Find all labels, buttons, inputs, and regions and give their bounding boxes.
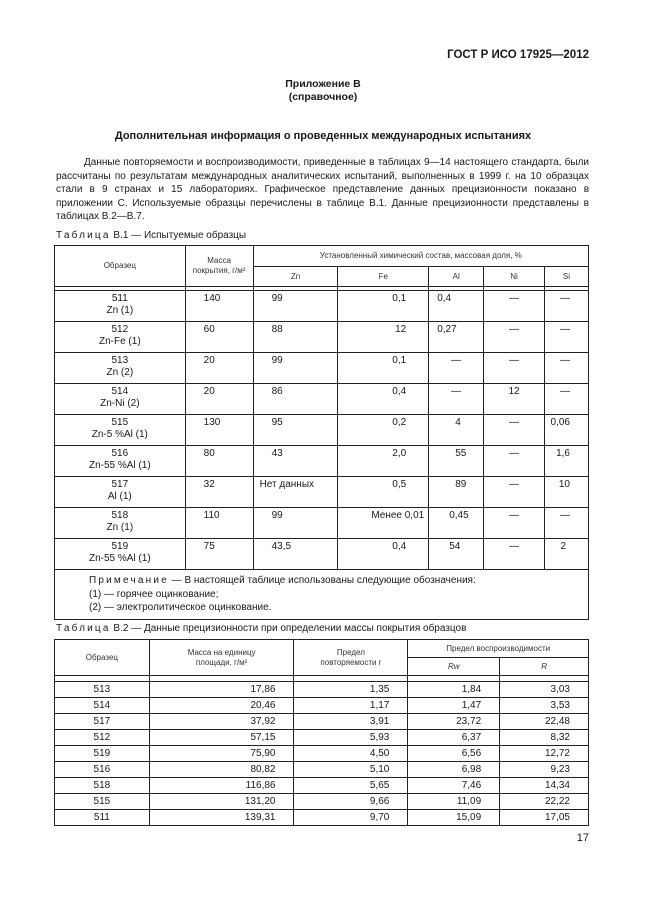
table-row	[55, 446, 589, 477]
mass-per-area: 131,20	[149, 794, 294, 810]
al-value: 0,45	[429, 508, 484, 539]
si-value: 0,06	[544, 415, 588, 446]
t1-header-mass: Масса покрытия, г/м²	[185, 246, 253, 287]
al-value: 55	[429, 446, 484, 477]
sample-name: Zn (2)	[106, 367, 134, 378]
table-row	[55, 384, 589, 415]
table2-caption-text: В.2 — Данные прецизионности при определении массы покрытия образцов	[110, 623, 467, 634]
al-value: 0,27	[429, 322, 484, 353]
al-value: 4	[429, 415, 484, 446]
reproducibility-R: 14,34	[500, 778, 589, 794]
table2-caption	[56, 623, 466, 634]
repeatability-limit: 4,50	[294, 746, 408, 762]
si-value: 1,6	[544, 446, 588, 477]
repeatability-limit: 3,91	[294, 714, 408, 730]
sample-id: 511	[111, 293, 128, 304]
si-value: 2	[544, 539, 588, 570]
table2-caption-label: Таблица	[56, 623, 111, 634]
sample-id: 517	[111, 479, 129, 490]
page-number: 17	[576, 832, 589, 844]
repeatability-limit: 5,93	[294, 730, 408, 746]
coating-mass: 80	[185, 446, 253, 477]
reproducibility-R: 3,03	[500, 682, 589, 698]
ni-value: —	[484, 508, 545, 539]
table-row	[55, 322, 589, 353]
sample-id: 513	[111, 355, 129, 366]
table-row	[55, 291, 589, 322]
reproducibility-R: 22,48	[500, 714, 589, 730]
al-value: —	[429, 384, 484, 415]
repeatability-limit: 9,70	[294, 810, 408, 826]
zn-value: 43	[253, 446, 338, 477]
annex-subtitle: (справочное)	[288, 91, 358, 103]
sample-name: Zn-55 %Al (1)	[88, 460, 151, 471]
fe-value: 0,4	[338, 539, 429, 570]
fe-value: 0,1	[338, 353, 429, 384]
precision-table	[54, 639, 589, 826]
reproducibility-R: 9,23	[500, 762, 589, 778]
reproducibility-rw: 6,37	[408, 730, 500, 746]
reproducibility-rw: 6,98	[408, 762, 500, 778]
reproducibility-rw: 11,09	[408, 794, 500, 810]
sample-id: 519	[111, 541, 129, 552]
mass-per-area: 80,82	[149, 762, 294, 778]
t2-header-rw: Rw	[408, 658, 500, 676]
table-row	[55, 353, 589, 384]
coating-mass: 140	[185, 291, 253, 322]
table-row	[55, 477, 589, 508]
zn-value: 95	[253, 415, 338, 446]
sample-name: Zn (1)	[106, 522, 134, 533]
note-line-hot: (1) — горячее оцинкование;	[89, 588, 219, 600]
zn-value: 99	[253, 353, 338, 384]
sample-name: Zn-Fe (1)	[98, 336, 141, 347]
table-row	[55, 762, 589, 778]
sample: 512	[55, 730, 150, 746]
al-value: —	[429, 353, 484, 384]
sample-name: Zn-55 %Al (1)	[88, 553, 151, 564]
t1-header-sample: Образец	[55, 246, 186, 287]
si-value: —	[544, 291, 588, 322]
t2-header-R: R	[500, 658, 589, 676]
zn-value: 43,5	[253, 539, 338, 570]
standard-number: ГОСТ Р ИСО 17925—2012	[447, 49, 589, 61]
mass-per-area: 20,46	[149, 698, 294, 714]
reproducibility-R: 22,22	[500, 794, 589, 810]
sample: 516	[55, 762, 150, 778]
reproducibility-R: 8,32	[500, 730, 589, 746]
section-title: Дополнительная информация о проведенных международных испытаниях	[114, 130, 532, 142]
coating-mass: 32	[185, 477, 253, 508]
table1-note	[55, 570, 589, 620]
si-value: 10	[544, 477, 588, 508]
mass-per-area: 75,90	[149, 746, 294, 762]
repeatability-limit: 9,66	[294, 794, 408, 810]
mass-per-area: 17,86	[149, 682, 294, 698]
mass-per-area: 37,92	[149, 714, 294, 730]
fe-value: Менее 0,01	[338, 508, 429, 539]
sample-name: Al (1)	[107, 491, 132, 502]
t1-header-zn: Zn	[253, 267, 338, 287]
ni-value: —	[484, 322, 545, 353]
note-text: — В настоящей таблице использованы следующие обозначения:	[168, 575, 476, 586]
table1-caption	[56, 230, 246, 241]
note-line-electro: (2) — электролитическое оцинкование.	[89, 602, 272, 613]
fe-value: 0,4	[338, 384, 429, 415]
ni-value: —	[484, 446, 545, 477]
t2-header-reproducibility: Предел воспроизводимости	[408, 640, 589, 658]
al-value: 0,4	[429, 291, 484, 322]
reproducibility-rw: 1,47	[408, 698, 500, 714]
reproducibility-rw: 1,84	[408, 682, 500, 698]
repeatability-limit: 5,10	[294, 762, 408, 778]
t1-header-si: Si	[544, 267, 588, 287]
coating-mass: 130	[185, 415, 253, 446]
reproducibility-R: 17,05	[500, 810, 589, 826]
samples-table	[54, 245, 589, 620]
zn-value: 88	[253, 322, 338, 353]
table-row	[55, 539, 589, 570]
fe-value: 0,1	[338, 291, 429, 322]
coating-mass: 75	[185, 539, 253, 570]
reproducibility-rw: 23,72	[408, 714, 500, 730]
coating-mass: 20	[185, 353, 253, 384]
table-row	[55, 714, 589, 730]
reproducibility-R: 12,72	[500, 746, 589, 762]
sample: 513	[55, 682, 150, 698]
sample: 518	[55, 778, 150, 794]
sample-name: Zn-5 %Al (1)	[91, 429, 148, 440]
table1-caption-text: В.1 — Испытуемые образцы	[110, 230, 247, 241]
fe-value: 0,2	[338, 415, 429, 446]
coating-mass: 110	[185, 508, 253, 539]
sample: 519	[55, 746, 150, 762]
t1-header-ni: Ni	[484, 267, 545, 287]
intro-paragraph: Данные повторяемости и воспроизводимости, приведенные в таблицах 9—14 настоящего стандарта, были рассчитаны по результатам международных аналитических испытаний, выполненных в 1999 г. на 10 образцах стали в 9 странах и 15 лабораториях. Графическое представление данных прецизионности показано в приложении С. Используемые образцы перечислены в таблице В.1. Данные прецизионности представлены в таблицах В.2—В.7.	[56, 157, 589, 223]
ni-value: —	[484, 291, 545, 322]
fe-value: 0,5	[338, 477, 429, 508]
table-row	[55, 415, 589, 446]
ni-value: —	[484, 539, 545, 570]
mass-per-area: 57,15	[149, 730, 294, 746]
reproducibility-rw: 6,56	[408, 746, 500, 762]
sample-id: 518	[111, 510, 129, 521]
sample: 514	[55, 698, 150, 714]
fe-value: 2,0	[338, 446, 429, 477]
table-row	[55, 730, 589, 746]
table-row	[55, 794, 589, 810]
table-row	[55, 508, 589, 539]
ni-value: 12	[484, 384, 545, 415]
t2-header-mass: Масса на единицу площади, г/м²	[149, 640, 294, 676]
sample-id: 514	[111, 386, 129, 397]
t2-header-repeatability: Предел повторяемости r	[294, 640, 408, 676]
coating-mass: 20	[185, 384, 253, 415]
repeatability-limit: 5,65	[294, 778, 408, 794]
t1-header-fe: Fe	[338, 267, 429, 287]
si-value: —	[544, 322, 588, 353]
coating-mass: 60	[185, 322, 253, 353]
si-value: —	[544, 508, 588, 539]
ni-value: —	[484, 415, 545, 446]
zn-value: Нет данных	[253, 477, 338, 508]
table-row	[55, 746, 589, 762]
repeatability-limit: 1,17	[294, 698, 408, 714]
al-value: 89	[429, 477, 484, 508]
ni-value: —	[484, 353, 545, 384]
t2-header-sample: Образец	[55, 640, 150, 676]
table-row	[55, 682, 589, 698]
zn-value: 99	[253, 508, 338, 539]
mass-per-area: 116,86	[149, 778, 294, 794]
si-value: —	[544, 353, 588, 384]
sample-name: Zn-Ni (2)	[100, 398, 140, 409]
zn-value: 99	[253, 291, 338, 322]
t1-header-composition: Установленный химический состав, массовая доля, %	[253, 246, 588, 267]
ni-value: —	[484, 477, 545, 508]
note-label: Примечание	[89, 575, 169, 586]
table1-caption-label: Таблица	[56, 230, 111, 241]
table-row	[55, 778, 589, 794]
sample-name: Zn (1)	[106, 305, 134, 316]
annex-title: Приложение В	[285, 78, 361, 90]
repeatability-limit: 1,35	[294, 682, 408, 698]
al-value: 54	[429, 539, 484, 570]
sample: 515	[55, 794, 150, 810]
sample-id: 515	[111, 417, 129, 428]
sample: 511	[55, 810, 150, 826]
reproducibility-R: 3,53	[500, 698, 589, 714]
table-row	[55, 810, 589, 826]
sample-id: 516	[111, 448, 129, 459]
reproducibility-rw: 7,46	[408, 778, 500, 794]
zn-value: 86	[253, 384, 338, 415]
si-value: —	[544, 384, 588, 415]
sample: 517	[55, 714, 150, 730]
reproducibility-rw: 15,09	[408, 810, 500, 826]
table-row	[55, 698, 589, 714]
mass-per-area: 139,31	[149, 810, 294, 826]
fe-value: 12	[338, 322, 429, 353]
sample-id: 512	[111, 324, 129, 335]
t1-header-al: Al	[429, 267, 484, 287]
